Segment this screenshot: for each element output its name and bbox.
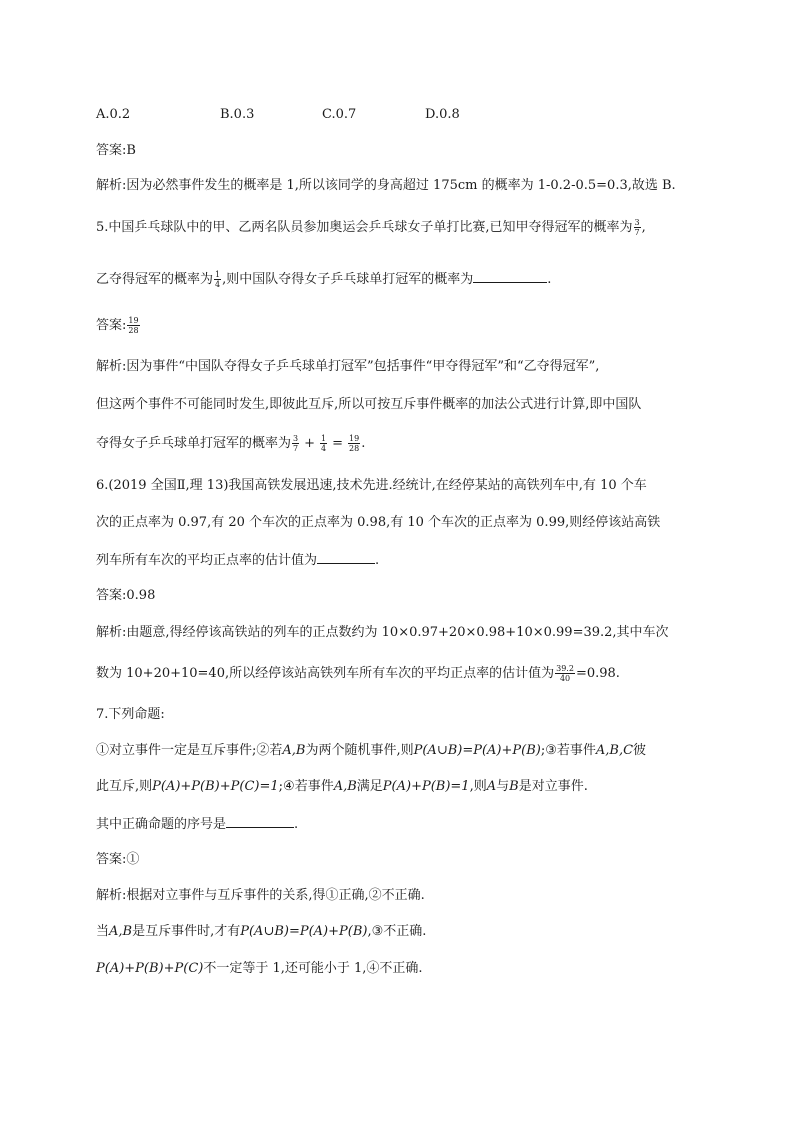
analysis-label: 解析: xyxy=(96,888,127,903)
punct: . xyxy=(547,272,552,287)
q7-text: 其中正确命题的序号是 xyxy=(96,817,227,832)
answer-fraction xyxy=(127,316,139,335)
answer-blank xyxy=(473,270,547,283)
denominator: 7 xyxy=(293,444,299,453)
q7-analysis-line2 xyxy=(96,923,426,941)
numerator: 19 xyxy=(128,316,139,325)
q6-stem-line3 xyxy=(96,551,379,570)
q7-text: 是对立事件. xyxy=(518,779,588,794)
denominator: 28 xyxy=(349,444,360,453)
q7-text: ①对立事件一定是互斥事件;②若 xyxy=(96,743,283,758)
analysis-text: 当 xyxy=(96,924,110,939)
q7-text: ,则 xyxy=(469,779,487,794)
q7-text: 与 xyxy=(496,779,510,794)
analysis-text: 不一定等于 1,还可能小于 1,④不正确. xyxy=(203,961,423,976)
analysis-text: 因为事件“中国队夺得女子乒乓球单打冠军”包括事件“甲夺得冠军”和“乙夺得冠军”, xyxy=(126,359,600,374)
q7-answer xyxy=(96,851,139,869)
q7-text: ;④若事件 xyxy=(278,779,334,794)
denominator: 4 xyxy=(321,444,327,453)
numerator: 39.2 xyxy=(556,664,574,673)
punct: , xyxy=(641,220,646,235)
answer-blank xyxy=(317,551,375,564)
q7-analysis-line1 xyxy=(96,887,425,905)
numerator: 3 xyxy=(634,218,640,227)
analysis-label: 解析: xyxy=(96,359,127,374)
math-formula: P(A)+P(B)=1 xyxy=(382,779,470,794)
q5-text: ,则中国队夺得女子乒乓球单打冠军的概率为 xyxy=(222,272,474,287)
option-d: D.0.8 xyxy=(425,107,460,122)
q5-analysis-line1 xyxy=(96,358,599,376)
q5-stem-line1 xyxy=(96,218,646,237)
fraction xyxy=(214,270,221,289)
option-a: A.0.2 xyxy=(96,107,131,122)
answer-label: 答案: xyxy=(96,143,127,158)
analysis-text: 夺得女子乒乓球单打冠军的概率为 xyxy=(96,436,292,451)
denominator: 28 xyxy=(128,326,139,335)
equals-sign: = xyxy=(332,436,344,451)
q6-answer xyxy=(96,587,155,605)
answer-blank xyxy=(226,815,294,828)
q6-analysis-line1 xyxy=(96,624,669,642)
math-var: A xyxy=(486,779,497,794)
fraction xyxy=(292,434,299,453)
q5-text: 5.中国乒乓球队中的甲、乙两名队员参加奥运会乒乓球女子单打比赛,已知甲夺得冠军的概率为 xyxy=(96,220,633,235)
analysis-text: 根据对立事件与互斥事件的关系,得①正确,②不正确. xyxy=(126,888,425,903)
q5-text: 乙夺得冠军的概率为 xyxy=(96,272,214,287)
fraction xyxy=(555,664,575,683)
q6-stem-line1: 6.(2019 全国Ⅱ,理 13)我国高铁发展迅速,技术先进.经统计,在经停某站的高铁列车中,有 10 个车 xyxy=(96,478,647,493)
q7-stem-line2 xyxy=(96,778,588,796)
answer-value: B xyxy=(126,143,136,158)
punct: . xyxy=(294,817,299,832)
q6-stem-line2: 次的正点率为 0.97,有 20 个车次的正点率为 0.98,有 10 个车次的正点率为 0.99,则经停该站高铁 xyxy=(96,515,661,530)
punct: . xyxy=(361,436,366,451)
analysis-text: =0.98. xyxy=(575,666,620,681)
fraction xyxy=(348,434,360,453)
analysis-text: ,③不正确. xyxy=(367,924,427,939)
q7-text: 此互斥,则 xyxy=(96,779,153,794)
analysis-label: 解析: xyxy=(96,178,127,193)
plus-sign: + xyxy=(304,436,316,451)
punct: . xyxy=(375,553,380,568)
fraction xyxy=(634,218,641,237)
q7-text: ;③若事件 xyxy=(540,743,596,758)
math-var: A,B xyxy=(333,779,357,794)
q5-analysis-line3 xyxy=(96,434,365,453)
answer-value: ① xyxy=(126,852,140,867)
q5-stem-line2 xyxy=(96,270,551,289)
q7-text: 满足 xyxy=(356,779,383,794)
numerator: 3 xyxy=(293,434,299,443)
analysis-text: 由题意,得经停该高铁站的列车的正点数约为 10×0.97+20×0.98+10×0.99=39.2,其中车次 xyxy=(126,625,669,640)
q4-analysis xyxy=(96,177,676,195)
math-formula: P(A)+P(B)+P(C)=1 xyxy=(152,779,279,794)
math-formula: P(A∪B)=P(A)+P(B) xyxy=(240,924,368,939)
math-formula: P(A)+P(B)+P(C) xyxy=(96,961,204,976)
denominator: 40 xyxy=(559,674,571,683)
math-var: A,B xyxy=(109,924,133,939)
denominator: 4 xyxy=(215,280,221,289)
q7-title: 7.下列命题: xyxy=(96,707,165,722)
analysis-text: 因为必然事件发生的概率是 1,所以该同学的身高超过 175cm 的概率为 1-0.2-0.5=0.3,故选 B. xyxy=(126,178,676,193)
fraction xyxy=(320,434,327,453)
q5-answer xyxy=(96,316,141,335)
answer-label: 答案: xyxy=(96,318,127,333)
q7-analysis-line3 xyxy=(96,960,423,978)
q4-answer xyxy=(96,142,136,160)
numerator: 1 xyxy=(321,434,327,443)
denominator: 7 xyxy=(634,228,640,237)
option-c: C.0.7 xyxy=(322,107,357,122)
math-var: B xyxy=(509,779,519,794)
math-var: A,B,C xyxy=(595,743,634,758)
analysis-label: 解析: xyxy=(96,625,127,640)
q7-stem-line3 xyxy=(96,815,298,834)
q7-text: 彼 xyxy=(633,743,647,758)
numerator: 19 xyxy=(349,434,360,443)
analysis-text: 是互斥事件时,才有 xyxy=(132,924,241,939)
q7-text: 为两个随机事件,则 xyxy=(305,743,414,758)
answer-label: 答案: xyxy=(96,852,127,867)
q5-analysis-line2: 但这两个事件不可能同时发生,即彼此互斥,所以可按互斥事件概率的加法公式进行计算,即中国队 xyxy=(96,397,642,412)
answer-label: 答案: xyxy=(96,588,127,603)
option-b: B.0.3 xyxy=(220,107,255,122)
q7-stem-line1 xyxy=(96,742,646,760)
math-var: A,B xyxy=(282,743,306,758)
q6-text: 列车所有车次的平均正点率的估计值为 xyxy=(96,553,318,568)
analysis-text: 数为 10+20+10=40,所以经停该站高铁列车所有车次的平均正点率的估计值为 xyxy=(96,666,555,681)
answer-value: 0.98 xyxy=(126,588,156,603)
numerator: 1 xyxy=(215,270,221,279)
math-formula: P(A∪B)=P(A)+P(B) xyxy=(413,743,541,758)
q6-analysis-line2 xyxy=(96,664,620,683)
